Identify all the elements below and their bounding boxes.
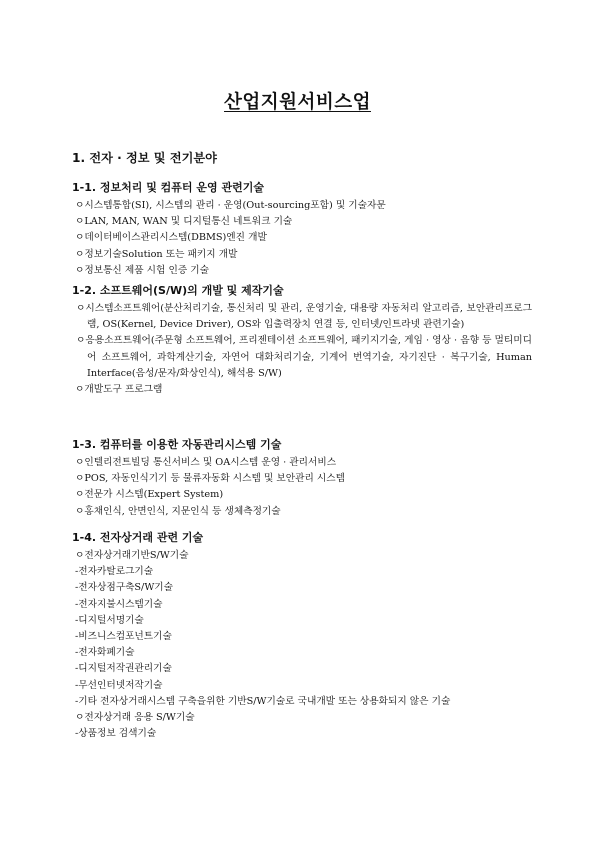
list-item: ㅇ시스템소프트웨어(분산처리기술, 통신처리 및 관리, 운영기술, 대용량 자동처리 알고리즘, 보안관리프로그램, OS(Kernel, Device Driver), OS와 입출력장치 연결 등, 인터넷/인트라넷 관련기술): [76, 303, 532, 331]
list-item: -전자화폐기술: [75, 647, 135, 659]
list-item: -무선인터넷저작기술: [75, 679, 163, 691]
section-1-1: [72, 180, 532, 279]
document-title: 산업지원서비스업: [224, 92, 371, 113]
list-item: ㅇ개발도구 프로그램: [75, 384, 163, 396]
list-item: ㅇPOS, 자동인식기기 등 물류자동화 시스템 및 보안관리 시스템: [75, 473, 345, 485]
list-item: ㅇ정보기술Solution 또는 패키지 개발: [75, 248, 238, 260]
list-item: ㅇ시스템통합(SI), 시스템의 관리 · 운영(Out-sourcing포함) 및 기술자문: [75, 200, 386, 211]
list-item: ㅇ데이터베이스관리시스템(DBMS)엔진 개발: [75, 232, 267, 244]
list-item: ㅇ홍채인식, 안면인식, 지문인식 등 생체측정기술: [75, 505, 281, 517]
list-item: ㅇ전문가 시스템(Expert System): [75, 489, 224, 501]
list-item: -디지털저작권관리기술: [75, 663, 172, 675]
list-item: -상품정보 검색기술: [75, 728, 157, 740]
list-item: ㅇLAN, MAN, WAN 및 디지털통신 네트워크 기술: [75, 216, 293, 228]
section-title: 1-3. 컴퓨터를 이용한 자동관리시스템 기술: [72, 438, 282, 451]
list-item: ㅇ응용소프트웨어(주문형 소프트웨어, 프리젠테이션 소프트웨어, 패키지기술, 게임 · 영상 · 음향 등 멀티미디어 소프트웨어, 과학계산기술, 자연어 대화처리기술, 기계어 번역기술, 자기진단 · 복구기술, Human Interface(음성/문자/화상인식), 해석용 S/W): [76, 335, 532, 379]
section-title: 1-4. 전자상거래 관련 기술: [72, 531, 204, 544]
list-item: -디지털서명기술: [75, 614, 144, 626]
list-item: ㅇ정보통신 제품 시험 인증 기술: [75, 264, 209, 276]
section-1-2: [72, 283, 532, 398]
list-item: -전자상점구축S/W기술: [75, 582, 173, 594]
section-title: 1-2. 소프트웨어(S/W)의 개발 및 제작기술: [72, 284, 284, 297]
list-item: ㅇ전자상거래 응용 S/W기술: [75, 712, 195, 724]
list-item: -전자지불시스템기술: [75, 598, 163, 610]
list-item: -전자카탈로그기술: [75, 566, 154, 578]
list-item: -기타 전자상거래시스템 구축을위한 기반S/W기술로 국내개발 또는 상용화되지 않은 기술: [75, 695, 451, 707]
list-item: ㅇ인텔리전트빌딩 통신서비스 및 OA시스템 운영 · 관리서비스: [75, 457, 337, 468]
main-heading: 1. 전자 · 정보 및 전기분야: [72, 151, 217, 165]
section-1-3: [72, 437, 532, 520]
list-item: ㅇ전자상거래기반S/W기술: [75, 550, 189, 561]
list-item: -비즈니스컴포넌트기술: [75, 631, 172, 643]
section-1-4: [72, 530, 532, 742]
section-title: 1-1. 정보처리 및 컴퓨터 운영 관련기술: [72, 181, 264, 194]
